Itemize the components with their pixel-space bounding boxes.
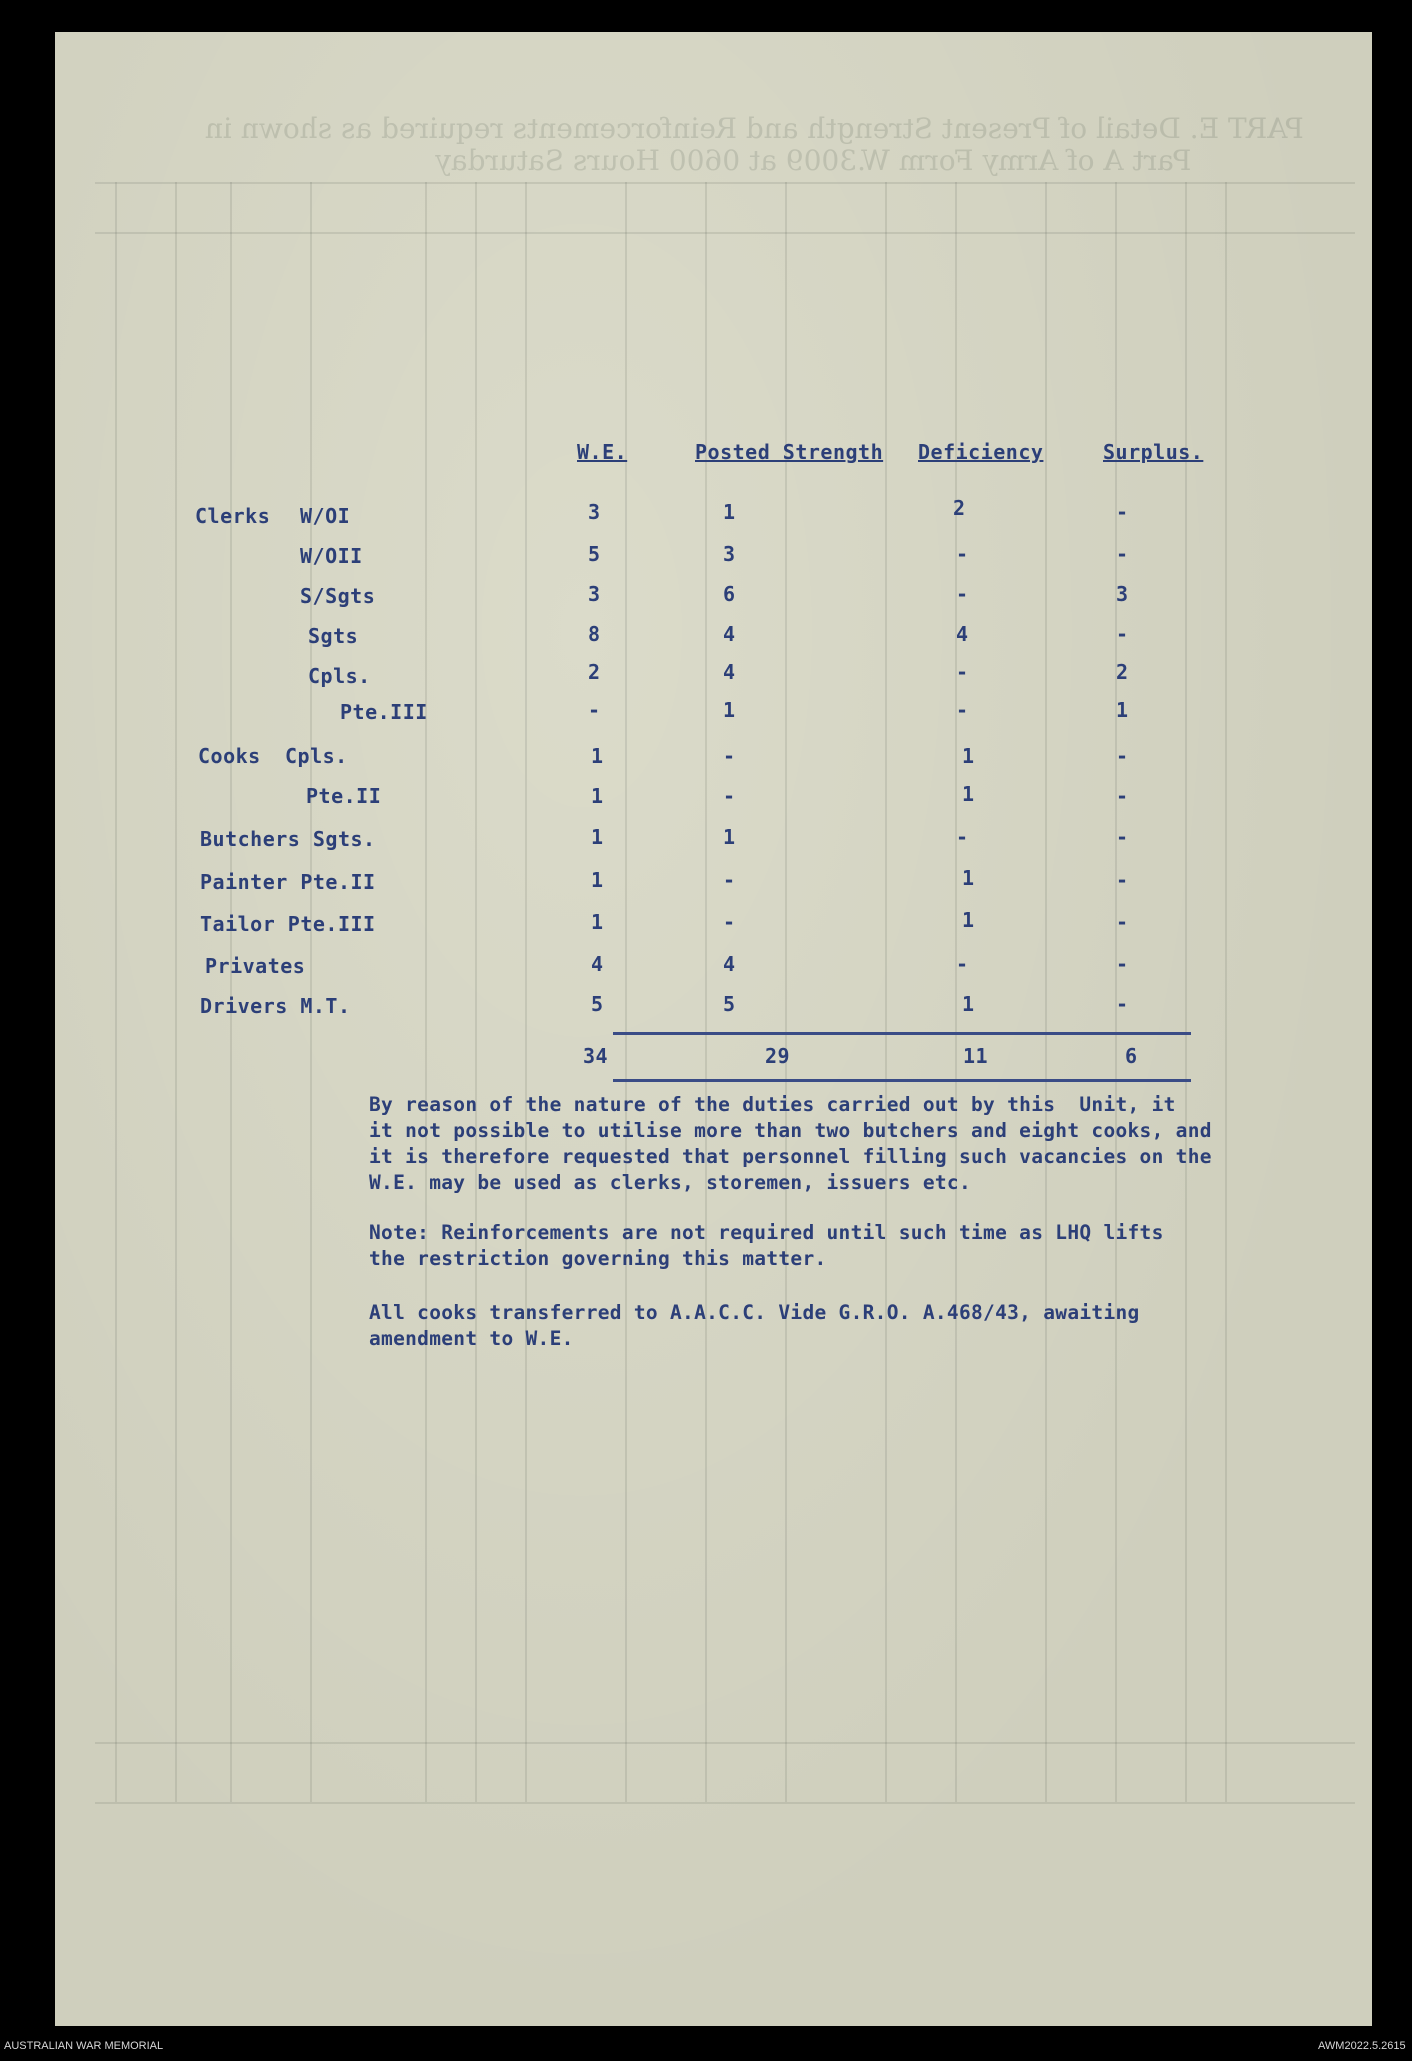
form-column-line — [625, 182, 627, 1802]
cell-we: 3 — [588, 582, 601, 606]
cell-posted: - — [723, 744, 736, 768]
cell-surplus: - — [1116, 868, 1129, 892]
cell-we: 5 — [588, 542, 601, 566]
row-rank-label: Cpls. — [285, 744, 348, 768]
cell-posted: - — [723, 784, 736, 808]
cell-deficiency: 1 — [962, 866, 975, 890]
cell-surplus: - — [1116, 784, 1129, 808]
totals-bottom-rule — [613, 1079, 1191, 1082]
cell-we: 1 — [591, 868, 604, 892]
cell-surplus: - — [1116, 992, 1129, 1016]
note-paragraph-cooks: All cooks transferred to A.A.C.C. Vide G.R.O. A.468/43, awaiting amendment to W.E. — [369, 1301, 1140, 1350]
row-group-label: Privates — [205, 954, 306, 978]
cell-surplus: 1 — [1116, 698, 1129, 722]
cell-surplus: 3 — [1116, 582, 1129, 606]
cell-posted: 1 — [723, 825, 736, 849]
cell-deficiency: 1 — [962, 992, 975, 1016]
form-column-line — [1045, 182, 1047, 1802]
total-posted: 29 — [765, 1044, 791, 1068]
form-header-rule-2 — [95, 232, 1355, 234]
row-group-label: Butchers Sgts. — [200, 827, 376, 851]
form-title-line-1: PART E. Detail of Present Strength and Reinforcements required as shown in — [205, 112, 1304, 145]
row-rank-label: Pte.III — [340, 700, 428, 724]
row-group-label: Clerks — [195, 504, 271, 528]
row-rank-label: Cpls. — [308, 664, 371, 688]
cell-posted: 5 — [723, 992, 736, 1016]
form-column-line — [525, 182, 527, 1802]
cell-posted: 4 — [723, 952, 736, 976]
cell-posted: 6 — [723, 582, 736, 606]
row-rank-label: Pte.II — [306, 784, 382, 808]
note-paragraph-reinforcements: Note: Reinforcements are not required until such time as LHQ lifts the restriction governing this matter. — [369, 1221, 1164, 1270]
cell-deficiency: - — [956, 542, 969, 566]
cell-posted: - — [723, 868, 736, 892]
header-posted-strength: Posted Strength — [695, 440, 884, 464]
form-column-line — [425, 182, 427, 1802]
form-column-line — [115, 182, 117, 1802]
row-group-label: Cooks — [198, 744, 261, 768]
cell-deficiency: 1 — [962, 908, 975, 932]
row-rank-label: W/OI — [300, 504, 351, 528]
cell-posted: 1 — [723, 500, 736, 524]
cell-posted: - — [723, 910, 736, 934]
form-column-line — [475, 182, 477, 1802]
cell-we: 1 — [591, 825, 604, 849]
row-group-label: Drivers M.T. — [200, 994, 351, 1018]
cell-deficiency: - — [956, 952, 969, 976]
form-column-line — [310, 182, 312, 1802]
totals-top-rule — [613, 1032, 1191, 1035]
cell-surplus: - — [1116, 744, 1129, 768]
cell-we: 3 — [588, 500, 601, 524]
total-we: 34 — [583, 1044, 609, 1068]
cell-posted: 4 — [723, 622, 736, 646]
cell-we: 1 — [591, 784, 604, 808]
row-rank-label: W/OII — [300, 544, 363, 568]
header-deficiency: Deficiency — [918, 440, 1044, 464]
cell-surplus: 2 — [1116, 660, 1129, 684]
archive-reference: AWM2022.5.2615 — [1318, 2040, 1406, 2052]
cell-surplus: - — [1116, 825, 1129, 849]
cell-deficiency: 4 — [956, 622, 969, 646]
cell-surplus: - — [1116, 952, 1129, 976]
form-column-line — [885, 182, 887, 1802]
total-deficiency: 11 — [963, 1044, 989, 1068]
row-group-label: Tailor Pte.III — [200, 912, 376, 936]
form-column-line — [955, 182, 957, 1802]
cell-deficiency: - — [956, 582, 969, 606]
form-column-line — [785, 182, 787, 1802]
cell-we: 4 — [591, 952, 604, 976]
form-column-line — [230, 182, 232, 1802]
cell-we: 1 — [591, 744, 604, 768]
document-page — [55, 32, 1372, 2026]
form-column-line — [705, 182, 707, 1802]
form-header-rule — [95, 182, 1355, 184]
cell-we: 5 — [591, 992, 604, 1016]
cell-deficiency: 1 — [962, 744, 975, 768]
cell-deficiency: 2 — [953, 496, 966, 520]
row-rank-label: S/Sgts — [300, 584, 376, 608]
archive-credit: AUSTRALIAN WAR MEMORIAL — [4, 2040, 164, 2052]
cell-surplus: - — [1116, 622, 1129, 646]
form-column-line — [1185, 182, 1187, 1802]
cell-we: 8 — [588, 622, 601, 646]
cell-posted: 3 — [723, 542, 736, 566]
cell-posted: 1 — [723, 698, 736, 722]
cell-surplus: - — [1116, 542, 1129, 566]
header-surplus: Surplus. — [1103, 440, 1204, 464]
form-bottom-rule — [95, 1742, 1355, 1744]
cell-posted: 4 — [723, 660, 736, 684]
cell-deficiency: - — [956, 698, 969, 722]
form-title-line-2: Part A of Army Form W.3009 at 0600 Hours Saturday — [435, 144, 1192, 177]
cell-deficiency: 1 — [962, 782, 975, 806]
cell-we: 2 — [588, 660, 601, 684]
row-group-label: Painter Pte.II — [200, 870, 376, 894]
cell-we: - — [588, 698, 601, 722]
cell-deficiency: - — [956, 660, 969, 684]
cell-surplus: - — [1116, 500, 1129, 524]
cell-surplus: - — [1116, 910, 1129, 934]
header-we: W.E. — [577, 440, 628, 464]
cell-we: 1 — [591, 910, 604, 934]
note-paragraph-vacancies: By reason of the nature of the duties carried out by this Unit, it it not possible to utilise more than two butchers and eight cooks, and it is therefore requested that personnel filling such vacancies on the W.E. may be used as clerks, storemen, issuers etc. — [369, 1093, 1212, 1194]
total-surplus: 6 — [1125, 1044, 1138, 1068]
row-rank-label: Sgts — [308, 624, 359, 648]
cell-deficiency: - — [956, 825, 969, 849]
form-column-line — [175, 182, 177, 1802]
form-column-line — [1225, 182, 1227, 1802]
form-bottom-rule-2 — [95, 1802, 1355, 1804]
